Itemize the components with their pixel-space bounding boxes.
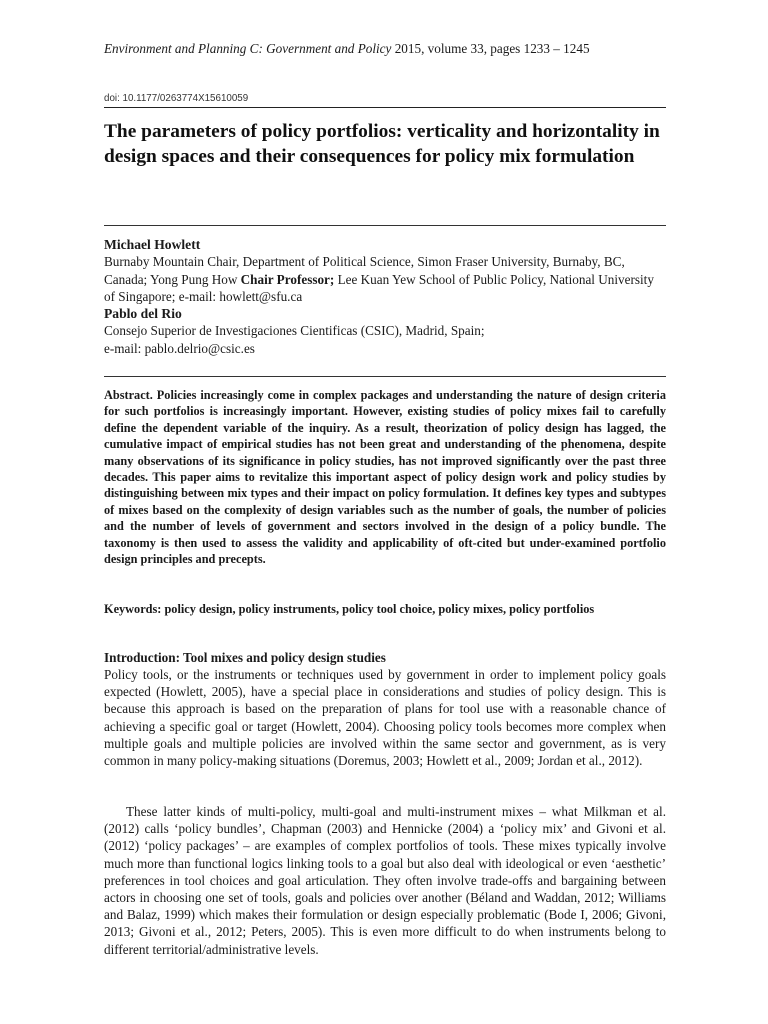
author-block <box>104 236 666 357</box>
abstract-label: Abstract. <box>104 388 153 402</box>
body-paragraph-1: Policy tools, or the instruments or techniques used by government in order to implement policy goals expected (Howlett, 2005), have a special place in considerations and studies of policy design. This is because this approach is based on the preparation of plans for tool use with a reasonable chance of achieving a specific goal or target (Howlett, 2004). Choosing policy tools becomes more complex when multiple goals and multiple policies are involved within the same sector and government, as is very common in many policy-making situations (Doremus, 2003; Howlett et al., 2009; Jordan et al., 2012). <box>104 667 666 769</box>
paper-title: The parameters of policy portfolios: verticality and horizontality in design spaces and their consequences for policy mix formulation <box>104 121 660 167</box>
journal-header <box>104 40 666 57</box>
authors-rule <box>104 376 666 377</box>
title-rule <box>104 225 666 226</box>
journal-details: 2015, volume 33, pages 1233 – 1245 <box>394 41 590 56</box>
keywords-text: policy design, policy instruments, policy tool choice, policy mixes, policy portfolios <box>164 602 595 616</box>
author-affiliation-2: Consejo Superior de Investigaciones Cientificas (CSIC), Madrid, Spain; <box>104 323 485 339</box>
body-paragraph-2: These latter kinds of multi-policy, multi-goal and multi-instrument mixes – what Milkman et al. (2012) calls ‘policy bundles’, Chapman (2003) and Hennicke (2004) a ‘policy mix’ and Givoni et al. (2012) ‘policy packages’ – are examples of complex portfolios of tools. These mixes typically involve much more than functional logics linking tools to a goal but also deal with ideological or even ‘aesthetic’ preferences in tool choices and goal articulation. They often involve trade-offs and bargaining between actors in choosing one set of tools, goals and policies over another (Béland and Waddan, 2012; Williams and Balaz, 1999) which makes their formulation or design especially problematic (Bode I, 2006; Givoni, 2013; Givoni et al., 2012; Peters, 2005). This is even more difficult to do when instruments belong to different territorial/administrative levels. <box>104 804 666 957</box>
journal-name: Environment and Planning C: Government and Policy <box>104 41 392 56</box>
affiliation-text-cont: Lee Kuan Yew School of Public Policy, National University of Singapore; e-mail: howlett@sfu.ca <box>104 271 654 304</box>
affiliation-bold-text: Chair Professor; <box>240 271 335 287</box>
keywords-label: Keywords: <box>104 602 162 616</box>
abstract-text: Policies increasingly come in complex packages and understanding the nature of design criteria for such portfolios is increasingly important. However, existing studies of policy mixes fail to carefully define the dependent variable of the inquiry. As a result, theorization of policy design has lagged, the cumulative impact of empirical studies has not been great and understanding of the phenomena, despite many observations of its significance in policy studies, has not improved significantly over the past three decades. This paper aims to revitalize this important aspect of policy design work and policy studies by distinguishing between mix types and their impact on policy formulation. It defines key types and subtypes of mixes based on the complexity of design variables such as the number of goals, the number of policies and the number of levels of government and sectors involved in the design of a policy bundle. The taxonomy is then used to assess the validity and applicability of oft-cited but under-examined portfolio design principles and precepts. <box>104 388 666 567</box>
keywords <box>104 601 666 617</box>
author-name-2: Pablo del Rio <box>104 306 182 322</box>
section-heading: Introduction: Tool mixes and policy design studies <box>104 650 386 665</box>
affiliation-text: Burnaby Mountain Chair, Department of Political Science, Simon Fraser University, Burnaby, BC, Canada; Yong Pung How <box>104 254 625 287</box>
abstract <box>104 387 666 567</box>
author-email-2[interactable]: e-mail: pablo.delrio@csic.es <box>104 340 255 356</box>
author-affiliation-1 <box>104 253 666 305</box>
header-rule <box>104 107 666 108</box>
doi-link[interactable]: doi: 10.1177/0263774X15610059 <box>104 93 249 104</box>
author-name-1: Michael Howlett <box>104 237 201 252</box>
